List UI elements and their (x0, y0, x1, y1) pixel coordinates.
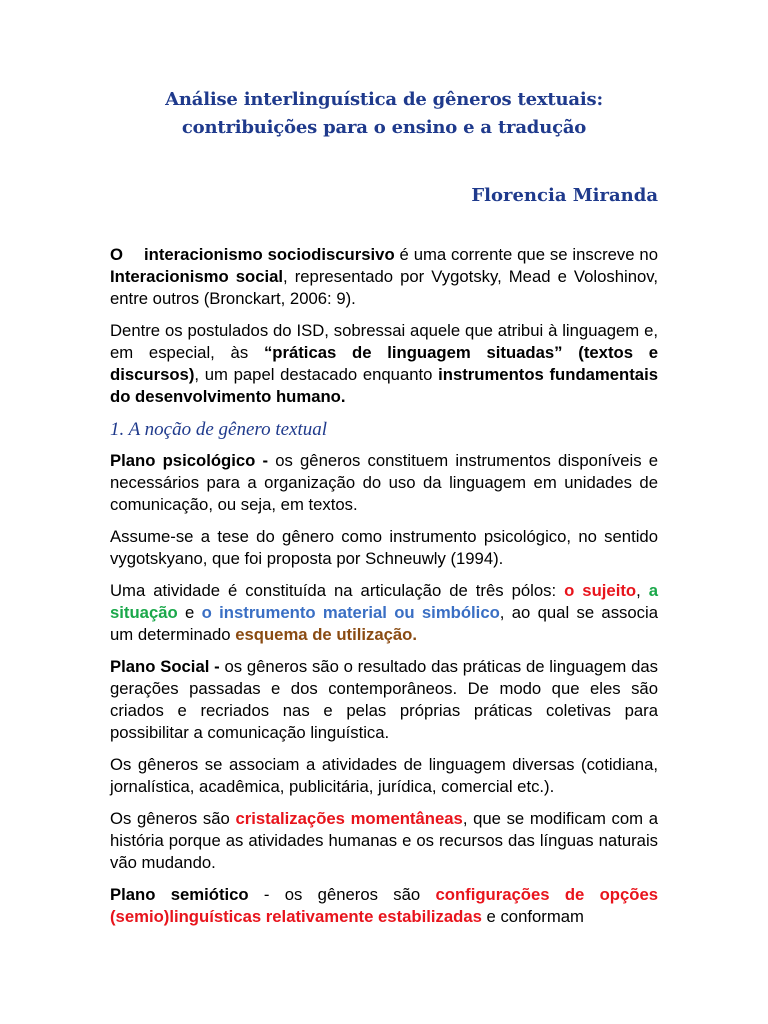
paragraph-3 (110, 450, 658, 516)
author-name: Florencia Miranda (471, 185, 658, 206)
text-span: Os gêneros são (110, 809, 236, 828)
text-span: Assume-se a tese do gênero como instrumento psicológico, no sentido vygotskyano, que foi proposta por Schneuwly (1994). (110, 527, 658, 568)
bold-term: interacionismo sociodiscursivo (144, 245, 395, 264)
text-span: os gêneros são o resultado das práticas de linguagem das gerações passadas e dos contemporâneos. De modo que eles são criados e recriados nas e pelas próprias práticas coletivas para possibilitar a comunicação linguística. (110, 657, 658, 742)
section-heading: 1. A noção de gênero textual (110, 419, 328, 440)
text-span: O (110, 245, 123, 264)
paragraph-9 (110, 884, 658, 928)
highlight-green: a situação (110, 581, 659, 622)
highlight-blue: o instrumento material ou simbólico (201, 603, 500, 622)
bold-term: instrumentos fundamentais do desenvolvimento humano. (110, 365, 658, 406)
highlight-brown: esquema de utilização. (235, 625, 418, 644)
text-span: Dentre os postulados do ISD, sobressai aquele que atribui à linguagem e, em especial, às (110, 321, 658, 362)
text-span: e (177, 603, 202, 622)
bold-term: “práticas de linguagem situadas” (textos e discursos) (110, 343, 659, 384)
text-span: - os gêneros são (248, 885, 436, 904)
text-span: , representado por Vygotsky, Mead e Voloshinov, entre outros (Bronckart, 2006: 9). (110, 267, 659, 308)
paragraph-7 (110, 754, 658, 798)
text-span: Uma atividade é constituída na articulação de três pólos: (110, 581, 565, 600)
highlight-red: cristalizações momentâneas (235, 809, 463, 828)
text-span: , que se modificam com a história porque as atividades humanas e os recursos das línguas naturais vão mudando. (110, 809, 658, 872)
paragraph-8 (110, 808, 658, 874)
highlight-red: o sujeito (564, 581, 637, 600)
paragraph-2 (110, 320, 658, 408)
bold-term: Interacionismo social (110, 267, 284, 286)
bold-term: Plano psicológico - (110, 451, 269, 470)
title-line-1: Análise interlinguística de gêneros textuais: (165, 89, 603, 110)
document-body (110, 244, 658, 938)
paragraph-4 (110, 526, 658, 570)
text-span: é uma corrente que se inscreve no (394, 245, 658, 264)
text-span: , ao qual se associa um determinado (110, 603, 659, 644)
text-span: e conformam (481, 907, 584, 926)
paragraph-5 (110, 580, 658, 646)
highlight-red: configurações de opções (semio)linguísticas relativamente estabilizadas (110, 885, 659, 926)
text-span: , um papel destacado enquanto (194, 365, 439, 384)
paragraph-1 (110, 244, 658, 310)
text-span: Os gêneros se associam a atividades de linguagem diversas (cotidiana, jornalística, acadêmica, publicitária, jurídica, comercial etc.). (110, 755, 658, 796)
paragraph-6 (110, 656, 658, 744)
document-title (110, 86, 658, 142)
bold-term: Plano semiótico (110, 885, 249, 904)
text-span: os gêneros constituem instrumentos disponíveis e necessários para a organização do uso da linguagem em unidades de comunicação, ou seja, em textos. (110, 451, 658, 514)
bold-term: Plano Social - (110, 657, 220, 676)
title-line-2: contribuições para o ensino e a tradução (181, 117, 587, 138)
text-span: , (636, 581, 649, 600)
